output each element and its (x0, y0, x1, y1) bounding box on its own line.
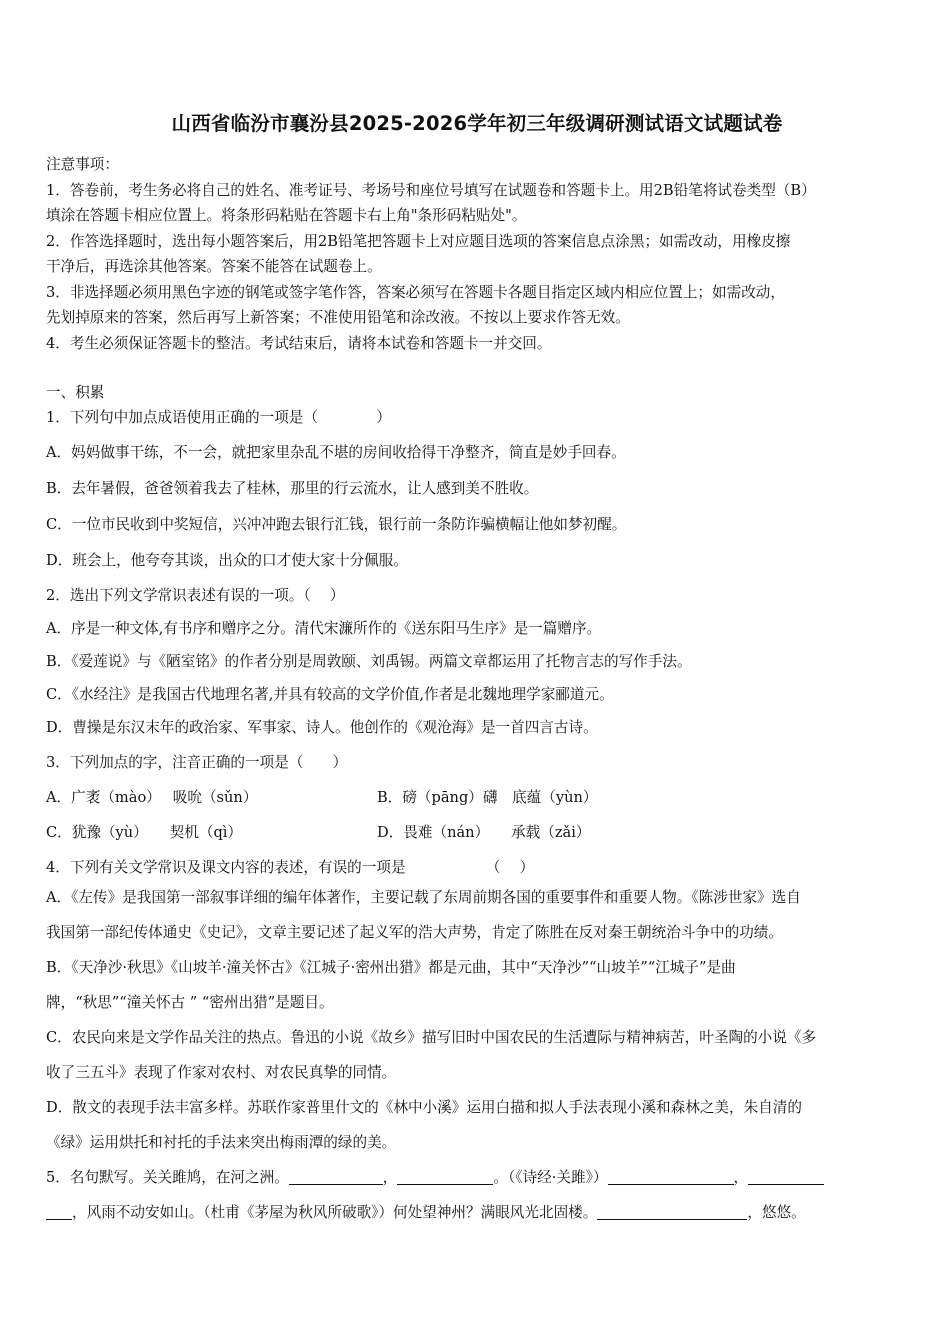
question-4-option-b: B．《天净沙·秋思》《山坡羊·潼关怀古》《江城子·密州出猎》都是元曲，其中“天净沙”“山坡羊”“江城子”是曲 (46, 959, 736, 976)
notes-heading: 注意事项： (46, 156, 119, 173)
notes-line: 1．答卷前，考生务必将自己的姓名、准考证号、考场号和座位号填写在试题卷和答题卡上。用2B铅笔将试卷类型（B） (46, 181, 816, 199)
question-2-option-b: B．《爱莲说》与《陋室铭》的作者分别是周敦颐、刘禹锡。两篇文章都运用了托物言志的写作手法。 (46, 653, 692, 670)
question-1-option-c: C．一位市民收到中奖短信，兴冲冲跑去银行汇钱，银行前一条防诈骗横幅让他如梦初醒。 (46, 516, 627, 533)
question-4-option-a-cont: 我国第一部纪传体通史《史记》，文章主要记述了起义军的浩大声势，肯定了陈胜在反对秦王朝统治斗争中的功绩。 (46, 924, 783, 941)
question-4-option-d-cont: 《绿》运用烘托和衬托的手法来突出梅雨潭的绿的美。 (46, 1134, 397, 1151)
notes-line: 填涂在答题卡相应位置上。将条形码粘贴在答题卡右上角"条形码粘贴处"。 (46, 207, 527, 224)
answer-blank[interactable] (748, 1168, 824, 1185)
question-3-stem: 3．下列加点的字，注音正确的一项是（ ） (46, 754, 348, 771)
question-4-option-c-cont: 收了三五斗》表现了作家对农村、对农民真挚的同情。 (46, 1064, 397, 1081)
question-4-stem: 4．下列有关文学常识及课文内容的表述，有误的一项是 （ ） (46, 859, 535, 876)
question-4-option-b-cont: 牌，“秋思”“潼关怀古 ” “密州出猎”是题目。 (46, 994, 334, 1011)
question-3-row-ab (46, 785, 908, 810)
question-3-option-d: D．畏难（nán） 承载（zǎi） (377, 824, 591, 841)
notes-line: 4．考生必须保证答题卡的整洁。考试结束后，请将本试卷和答题卡一并交回。 (46, 334, 552, 352)
question-5-line-1 (46, 1160, 908, 1195)
notes-block (46, 152, 908, 356)
question-4-option-d: D．散文的表现手法丰富多样。苏联作家普里什文的《林中小溪》运用白描和拟人手法表现小溪和森林之美，朱自清的 (46, 1099, 802, 1116)
answer-blank[interactable] (597, 1203, 747, 1220)
question-2-stem: 2．选出下列文学常识表述有误的一项。（ ） (46, 587, 345, 604)
answer-blank[interactable] (289, 1168, 383, 1185)
question-1-option-d: D．班会上，他夸夸其谈，出众的口才使大家十分佩服。 (46, 552, 408, 569)
question-3-option-c: C．犹豫（yù） 契机（qì） (46, 824, 243, 841)
exam-page (46, 108, 908, 1230)
answer-blank[interactable] (608, 1168, 734, 1185)
question-5-text: ， (382, 1169, 398, 1186)
answer-blank[interactable] (46, 1203, 72, 1220)
question-2-option-d: D．曹操是东汉末年的政治家、军事家、诗人。他创作的《观沧海》是一首四言古诗。 (46, 719, 598, 736)
question-5-text: ， (733, 1169, 749, 1186)
question-5-text: 5．名句默写。关关雎鸠，在河之洲。 (46, 1169, 289, 1186)
question-3-option-a: A．广袤（mào） 吸吮（sǔn） (46, 789, 258, 806)
question-1-option-a: A．妈妈做事干练，不一会，就把家里杂乱不堪的房间收拾得干净整齐，简直是妙手回春。 (46, 444, 626, 461)
question-1-option-b: B．去年暑假，爸爸领着我去了桂林，那里的行云流水，让人感到美不胜收。 (46, 480, 539, 497)
question-4-option-a: A．《左传》是我国第一部叙事详细的编年体著作，主要记载了东周前期各国的重要事件和重要人物。《陈涉世家》选自 (46, 889, 801, 906)
question-2-option-c: C．《水经注》是我国古代地理名著,并具有较高的文学价值,作者是北魏地理学家郦道元。 (46, 686, 614, 703)
question-2-option-a: A．序是一种文体,有书序和赠序之分。清代宋濂所作的《送东阳马生序》是一篇赠序。 (46, 620, 602, 637)
exam-title: 山西省临汾市襄汾县2025-2026学年初三年级调研测试语文试题试卷 (171, 112, 783, 135)
notes-line: 干净后，再选涂其他答案。答案不能答在试题卷上。 (46, 258, 382, 275)
question-5-text: ，风雨不动安如山。（杜甫《茅屋为秋风所破歌》）何处望神州？满眼风光北固楼。 (72, 1204, 598, 1221)
section-heading: 一、积累 (46, 384, 105, 401)
question-5-text: 。（《诗经·关雎》） (493, 1169, 608, 1186)
question-1-stem: 1．下列句中加点成语使用正确的一项是（ ） (46, 409, 391, 426)
question-3-option-b: B．磅（pāng）礴 底蕴（yùn） (377, 789, 598, 806)
notes-line: 2．作答选择题时，选出每小题答案后，用2B铅笔把答题卡上对应题目选项的答案信息点涂黑；如需改动，用橡皮擦 (46, 232, 791, 250)
question-5-text: ，悠悠。 (747, 1204, 806, 1221)
question-3-row-cd (46, 820, 908, 845)
question-5-line-2 (46, 1195, 908, 1230)
answer-blank[interactable] (397, 1168, 493, 1185)
notes-line: 3．非选择题必须用黑色字迹的钢笔或签字笔作答，答案必须写在答题卡各题目指定区域内相应位置上；如需改动， (46, 283, 785, 301)
notes-line: 先划掉原来的答案，然后再写上新答案；不准使用铅笔和涂改液。不按以上要求作答无效。 (46, 309, 630, 326)
question-4-option-c: C．农民向来是文学作品关注的热点。鲁迅的小说《故乡》描写旧时中国农民的生活遭际与精神病苦，叶圣陶的小说《多 (46, 1029, 817, 1046)
